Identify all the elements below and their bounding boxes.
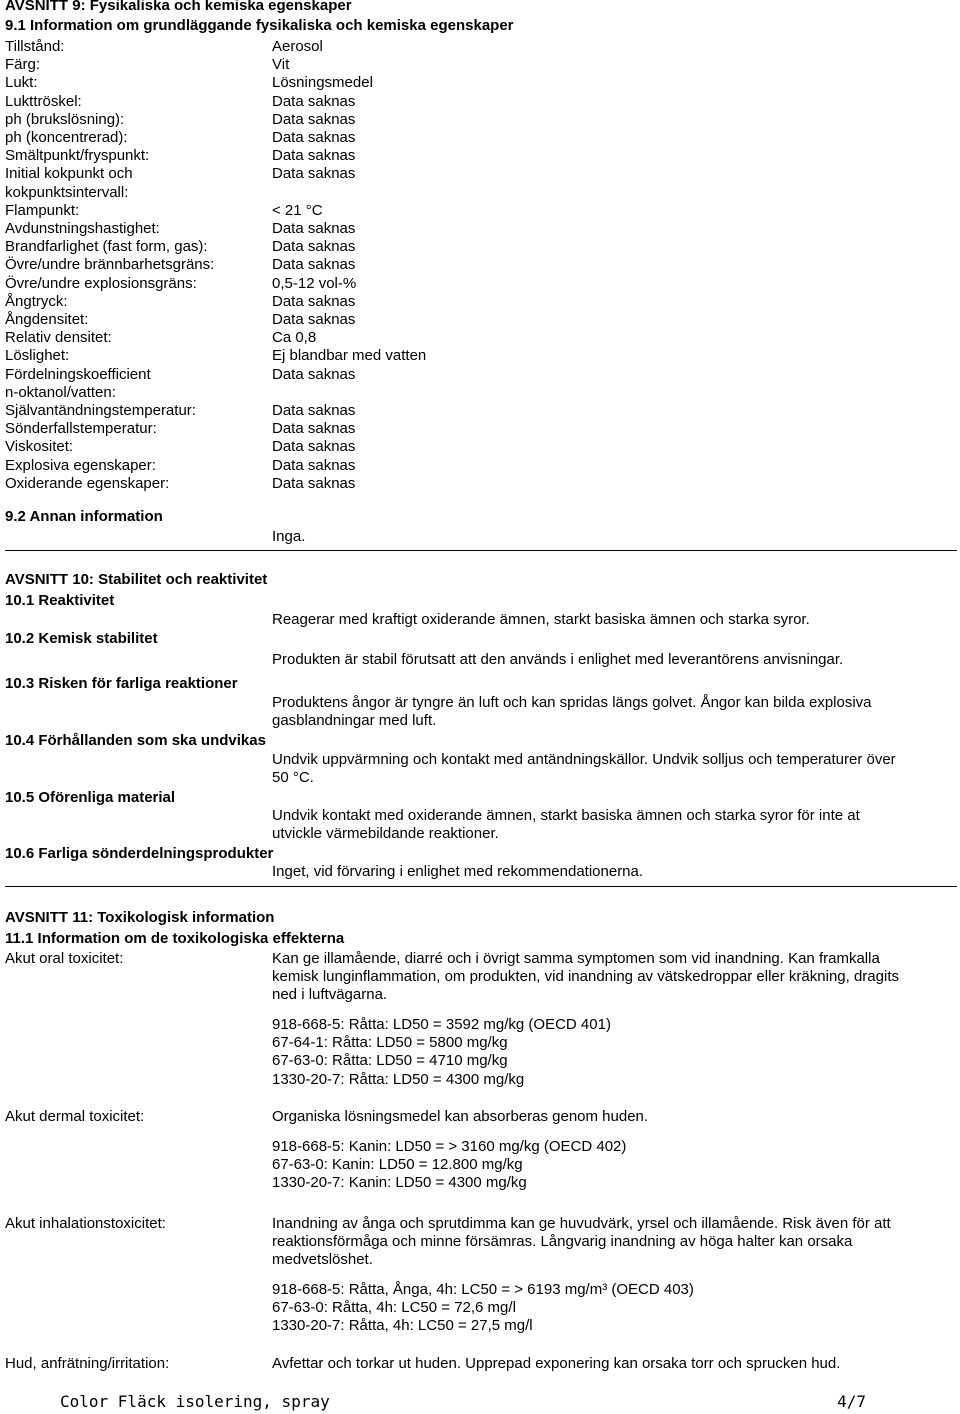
data-line: 67-64-1: Råtta: LD50 = 5800 mg/kg xyxy=(272,1034,508,1052)
oral-toxicity-label: Akut oral toxicitet: xyxy=(5,950,124,967)
inhalation-toxicity-text xyxy=(272,1215,952,1270)
property-value: Data saknas xyxy=(272,456,356,474)
section-11-1-heading: 11.1 Information om de toxikologiska effekterna xyxy=(5,930,345,947)
section-10-3-heading: 10.3 Risken för farliga reaktioner xyxy=(5,675,238,692)
property-value: Data saknas xyxy=(272,420,356,438)
data-line: 67-63-0: Råtta: LD50 = 4710 mg/kg xyxy=(272,1052,508,1070)
text-line: Undvik uppvärmning och kontakt med antändningskällor. Undvik solljus och temperaturer över xyxy=(272,751,896,768)
property-value: Data saknas xyxy=(272,365,356,383)
property-label: Fördelningskoefficient xyxy=(5,365,151,383)
property-row xyxy=(5,457,945,475)
section-10-2-heading: 10.2 Kemisk stabilitet xyxy=(5,630,158,647)
property-row xyxy=(5,238,945,256)
text-line: 50 °C. xyxy=(272,769,314,787)
property-label: Ångdensitet: xyxy=(5,311,89,329)
data-line: 918-668-5: Råtta, Ånga, 4h: LC50 = > 6193 mg/m³ (OECD 403) xyxy=(272,1281,694,1298)
property-label: Oxiderande egenskaper: xyxy=(5,474,170,492)
text-line: Undvik kontakt med oxiderande ämnen, starkt basiska ämnen och starka syror för inte at xyxy=(272,807,860,824)
text-line: kemisk lunginflammation, om produkten, vid inandning av vätskedroppar eller kräkning, dragits xyxy=(272,968,899,986)
property-label: ph (koncentrerad): xyxy=(5,129,128,147)
property-row xyxy=(5,347,945,365)
property-label: Lukt: xyxy=(5,74,38,92)
property-row xyxy=(5,420,945,438)
skin-irritation-label: Hud, anfrätning/irritation: xyxy=(5,1355,170,1372)
data-line: 1330-20-7: Råtta: LD50 = 4300 mg/kg xyxy=(272,1070,525,1088)
property-row xyxy=(5,56,945,74)
property-label: n-oktanol/vatten: xyxy=(5,383,116,401)
property-value xyxy=(272,384,945,402)
text-line: Produktens ångor är tyngre än luft och kan spridas längs golvet. Ångor kan bilda explosiva xyxy=(272,694,872,711)
section-10-6-text: Inget, vid förvaring i enlighet med rekommendationerna. xyxy=(272,863,644,880)
section-10-title: AVSNITT 10: Stabilitet och reaktivitet xyxy=(5,571,268,588)
property-row xyxy=(5,165,945,183)
inhalation-toxicity-data xyxy=(272,1281,952,1336)
property-label: Tillstånd: xyxy=(5,38,65,55)
section-9-2-heading: 9.2 Annan information xyxy=(5,508,163,525)
property-row xyxy=(5,275,945,293)
section-10-5-heading: 10.5 Oförenliga material xyxy=(5,789,176,806)
data-line: 67-63-0: Kanin: LD50 = 12.800 mg/kg xyxy=(272,1156,523,1174)
data-line: 67-63-0: Råtta, 4h: LC50 = 72,6 mg/l xyxy=(272,1299,516,1317)
property-value: Data saknas xyxy=(272,238,356,256)
text-line: Inandning av ånga och sprutdimma kan ge huvudvärk, yrsel och illamående. Risk även för att xyxy=(272,1215,891,1232)
dermal-toxicity-text xyxy=(272,1108,952,1126)
text-line: ned i luftvägarna. xyxy=(272,986,388,1004)
property-label: Övre/undre explosionsgräns: xyxy=(5,274,197,292)
property-label: ph (brukslösning): xyxy=(5,110,125,128)
property-value: Data saknas xyxy=(272,402,356,420)
property-value: Data saknas xyxy=(272,311,356,329)
property-value: Data saknas xyxy=(272,256,356,274)
section-10-1-heading: 10.1 Reaktivitet xyxy=(5,592,115,609)
property-label: Löslighet: xyxy=(5,347,70,365)
dermal-toxicity-data xyxy=(272,1138,952,1193)
property-label: Självantändningstemperatur: xyxy=(5,402,196,420)
property-row xyxy=(5,202,945,220)
property-row xyxy=(5,111,945,129)
page-footer xyxy=(60,1393,866,1411)
property-row xyxy=(5,147,945,165)
property-row xyxy=(5,475,945,493)
property-value: Data saknas xyxy=(272,129,356,147)
property-label: Smältpunkt/fryspunkt: xyxy=(5,147,150,165)
section-9-title: AVSNITT 9: Fysikaliska och kemiska egenskaper xyxy=(5,0,352,14)
section-10-2-text: Produkten är stabil förutsatt att den används i enlighet med leverantörens anvisningar. xyxy=(272,651,844,668)
property-row xyxy=(5,293,945,311)
section-9-2-value: Inga. xyxy=(272,528,306,545)
property-label: Övre/undre brännbarhetsgräns: xyxy=(5,256,215,274)
inhalation-toxicity-label: Akut inhalationstoxicitet: xyxy=(5,1215,166,1232)
property-value xyxy=(272,184,945,202)
data-line: 1330-20-7: Råtta, 4h: LC50 = 27,5 mg/l xyxy=(272,1317,533,1335)
property-value: Data saknas xyxy=(272,92,356,110)
property-row xyxy=(5,438,945,456)
property-value: Vit xyxy=(272,56,290,74)
property-value: 0,5-12 vol-% xyxy=(272,274,357,292)
section-10-5-text xyxy=(272,807,952,843)
property-value: < 21 °C xyxy=(272,201,323,219)
section-11-title: AVSNITT 11: Toxikologisk information xyxy=(5,909,275,926)
text-line: Kan ge illamående, diarré och i övrigt samma symptomen som vid inandning. Kan framkalla xyxy=(272,950,880,967)
oral-toxicity-text xyxy=(272,950,952,1005)
property-label: kokpunktsintervall: xyxy=(5,183,129,201)
property-label: Brandfarlighet (fast form, gas): xyxy=(5,238,208,256)
property-value: Data saknas xyxy=(272,438,356,456)
property-label: Viskositet: xyxy=(5,438,74,456)
section-10-1-text: Reagerar med kraftigt oxiderande ämnen, starkt basiska ämnen och starka syror. xyxy=(272,611,810,628)
text-line: Organiska lösningsmedel kan absorberas genom huden. xyxy=(272,1108,649,1125)
property-value: Data saknas xyxy=(272,110,356,128)
text-line: gasblandningar med luft. xyxy=(272,712,437,730)
property-row xyxy=(5,184,945,202)
property-label: Avdunstningshastighet: xyxy=(5,220,160,238)
property-row xyxy=(5,129,945,147)
footer-product-name: Color Fläck isolering, spray xyxy=(60,1392,330,1411)
dermal-toxicity-label: Akut dermal toxicitet: xyxy=(5,1108,145,1125)
text-line: medvetslöshet. xyxy=(272,1251,373,1269)
property-label: Ångtryck: xyxy=(5,292,68,310)
property-value: Data saknas xyxy=(272,474,356,492)
property-value: Data saknas xyxy=(272,147,356,165)
property-label: Färg: xyxy=(5,56,41,74)
property-value: Ca 0,8 xyxy=(272,329,317,347)
property-label: Lukttröskel: xyxy=(5,92,82,110)
property-row xyxy=(5,256,945,274)
section-10-4-text xyxy=(272,751,952,787)
property-value: Data saknas xyxy=(272,220,356,238)
property-row xyxy=(5,384,945,402)
property-value: Data saknas xyxy=(272,292,356,310)
section-10-3-text xyxy=(272,694,952,730)
section-10-6-heading: 10.6 Farliga sönderdelningsprodukter xyxy=(5,845,274,862)
property-row xyxy=(5,93,945,111)
property-label: Relativ densitet: xyxy=(5,329,112,347)
section-divider xyxy=(5,886,957,887)
property-row xyxy=(5,329,945,347)
property-row xyxy=(5,220,945,238)
section-10-4-heading: 10.4 Förhållanden som ska undvikas xyxy=(5,732,266,749)
property-value: Data saknas xyxy=(272,165,356,183)
property-value: Aerosol xyxy=(272,38,323,55)
data-line: 1330-20-7: Kanin: LD50 = 4300 mg/kg xyxy=(272,1174,527,1192)
oral-toxicity-data xyxy=(272,1016,952,1089)
text-line: utvickle värmebildande reaktioner. xyxy=(272,825,499,843)
property-value: Lösningsmedel xyxy=(272,74,373,92)
property-row xyxy=(5,402,945,420)
property-row xyxy=(5,311,945,329)
properties-table xyxy=(5,38,945,493)
property-label: Flampunkt: xyxy=(5,201,80,219)
property-row xyxy=(5,366,945,384)
property-row xyxy=(5,74,945,92)
text-line: reaktionsförmåga och minne försämras. Långvarig inandning av höga halter kan orsaka xyxy=(272,1233,853,1251)
section-divider xyxy=(5,550,957,551)
data-line: 918-668-5: Kanin: LD50 = > 3160 mg/kg (OECD 402) xyxy=(272,1138,627,1155)
property-label: Explosiva egenskaper: xyxy=(5,456,156,474)
footer-page-number: 4/7 xyxy=(837,1392,866,1411)
property-label: Initial kokpunkt och xyxy=(5,165,133,183)
property-row xyxy=(5,38,945,56)
property-label: Sönderfallstemperatur: xyxy=(5,420,157,438)
data-line: 918-668-5: Råtta: LD50 = 3592 mg/kg (OECD 401) xyxy=(272,1016,611,1033)
property-value: Ej blandbar med vatten xyxy=(272,347,427,365)
section-9-1-heading: 9.1 Information om grundläggande fysikaliska och kemiska egenskaper xyxy=(5,17,514,34)
skin-irritation-text: Avfettar och torkar ut huden. Upprepad exponering kan orsaka torr och sprucken hud. xyxy=(272,1355,841,1372)
